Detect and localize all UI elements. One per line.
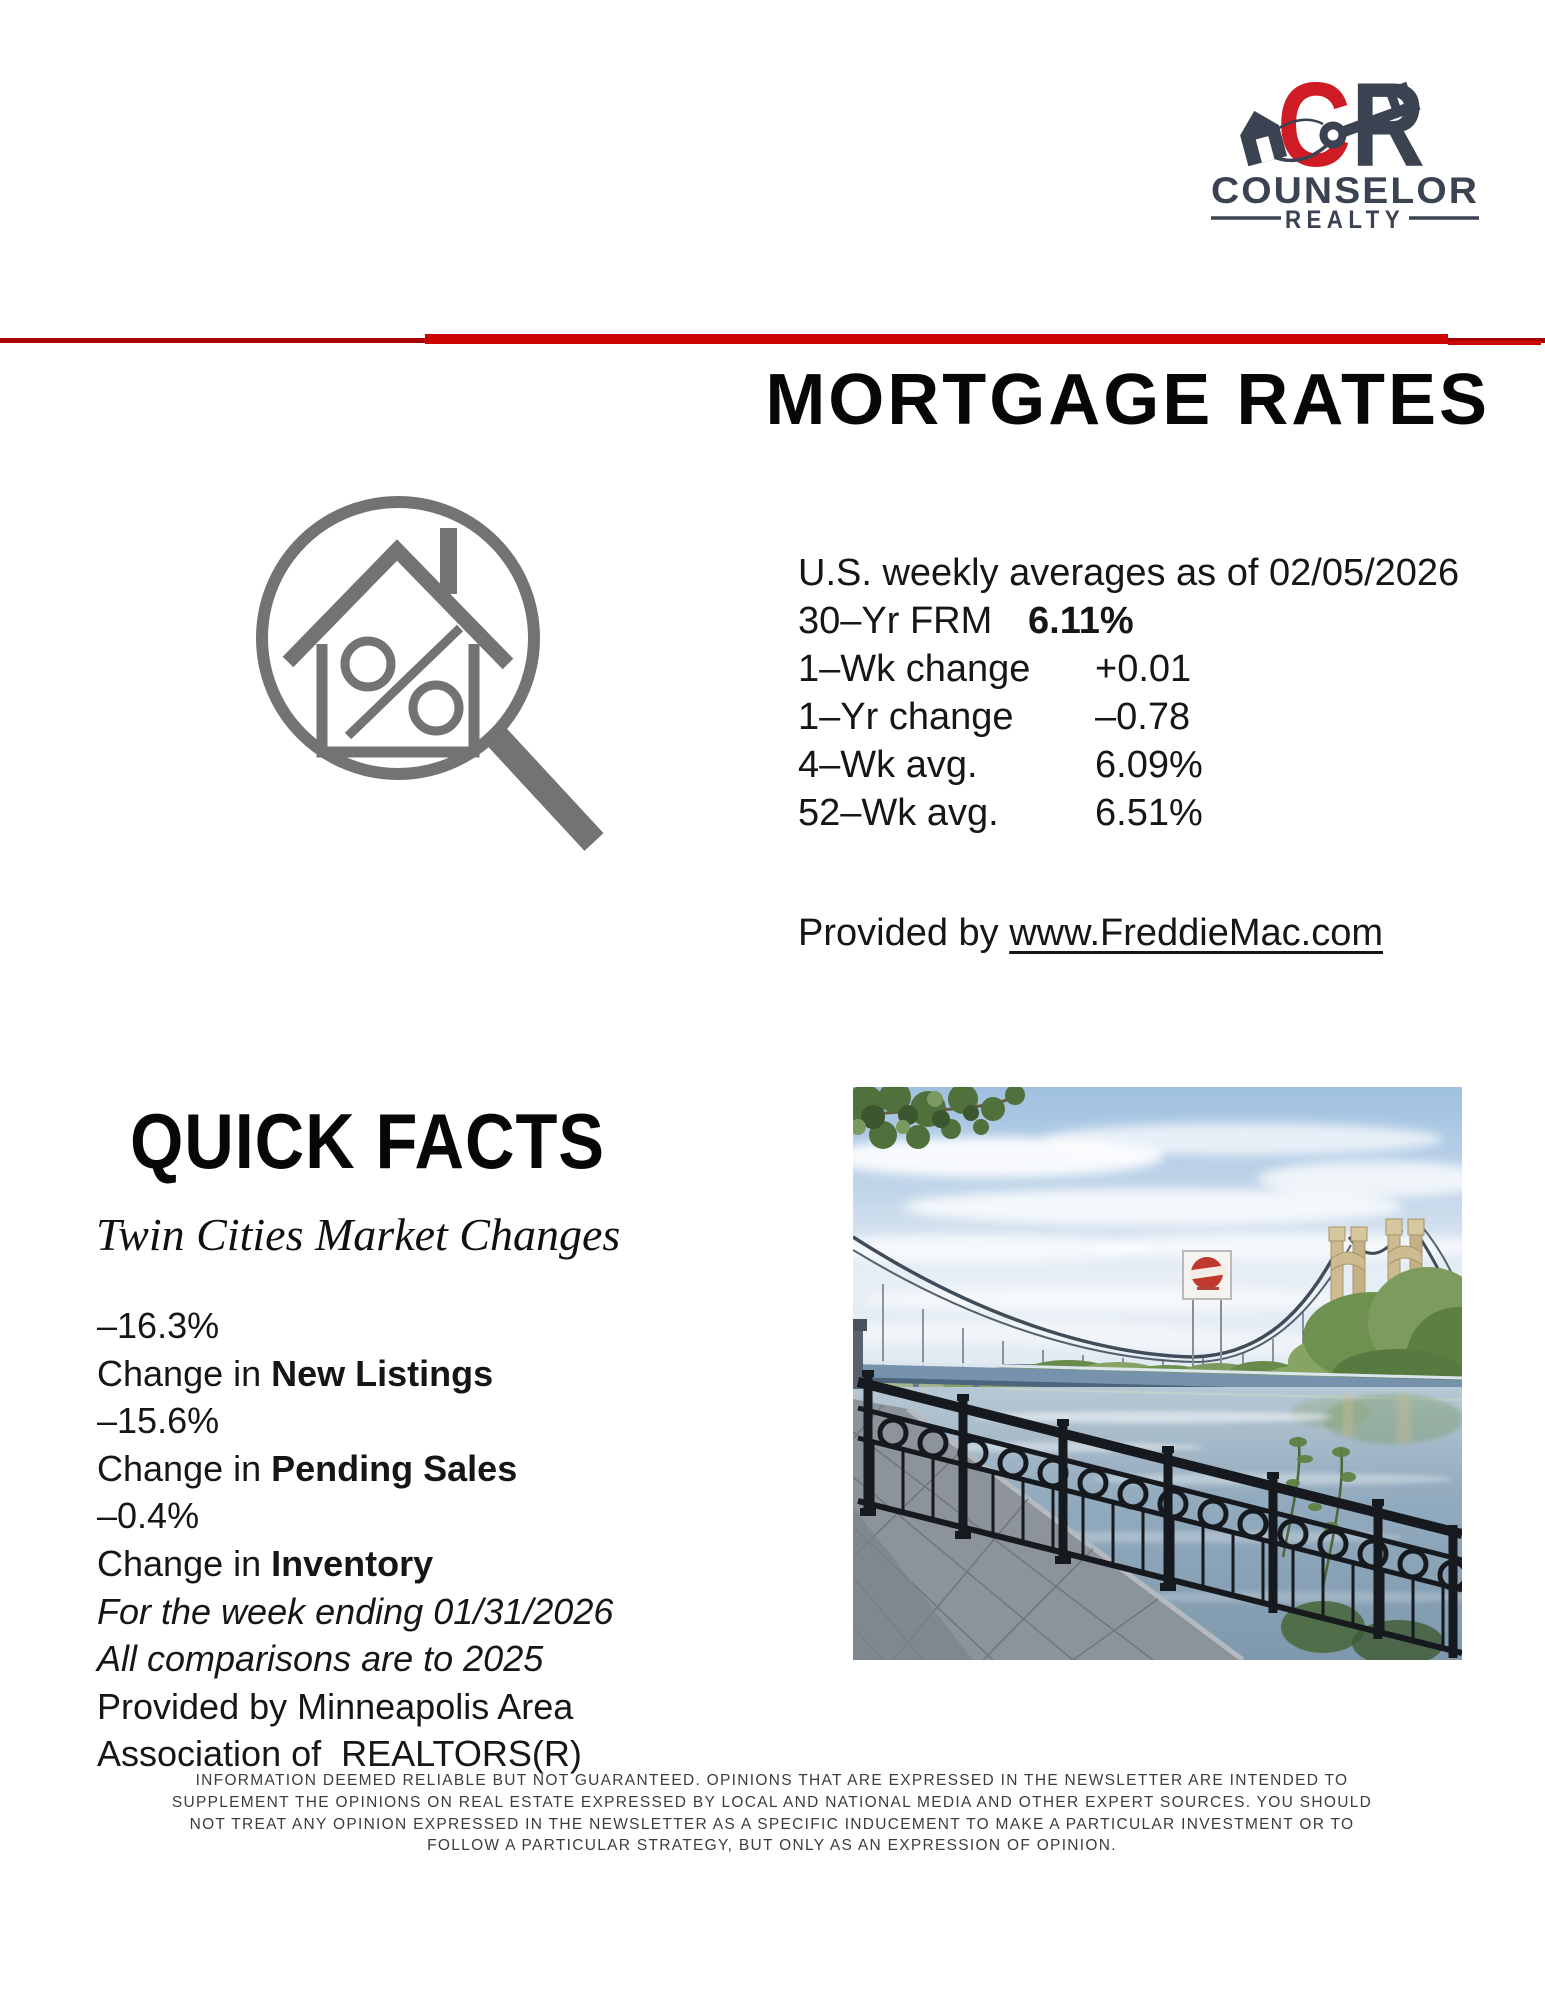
stat-label-bold: Inventory [271,1542,434,1584]
stat-value: –0.4% [97,1495,200,1537]
stat-label-prefix: Change in [97,1447,272,1489]
stat-value: –16.3% [97,1305,220,1346]
stat-note-compare: All comparisons are to 2025 [97,1638,544,1680]
rate-label: 52–Wk avg. [798,792,999,834]
stat-label-prefix: Change in [97,1352,272,1394]
logo-letter-r: R [1351,70,1438,192]
rate-row-1yr [798,693,1518,741]
rate-label: 4–Wk avg. [798,744,978,786]
disclaimer-line: NOT TREAT ANY OPINION EXPRESSED IN THE NEWSLETTER AS A SPECIFIC INDUCEMENT TO MAKE A PARTICULAR INVESTMENT OR TO [189,1815,1355,1833]
stat-note-provider-1: Provided by Minneapolis Area [97,1685,574,1727]
quick-facts-title: QUICK FACTS [130,1097,605,1185]
stat-label [97,1540,737,1588]
rates-intro: U.S. weekly averages as of 02/05/2026 [798,552,1460,594]
rate-value: –0.78 [1095,696,1191,738]
rate-value: 6.09% [1095,744,1203,786]
rate-value: 6.51% [1095,792,1203,834]
rate-label: 1–Yr change [798,696,1014,738]
riverfront-bridge-photo [853,1087,1462,1660]
stat-label-bold: Pending Sales [271,1447,518,1489]
provided-by-prefix: Provided by [798,912,1010,954]
stat-note-week: For the week ending 01/31/2026 [97,1590,614,1632]
disclaimer-line: FOLLOW A PARTICULAR STRATEGY, BUT ONLY AS AN EXPRESSION OF OPINION. [427,1837,1117,1855]
provided-by-line [798,912,1383,955]
stat-label-prefix: Change in [97,1542,272,1584]
stat-label-bold: New Listings [271,1352,494,1394]
rate-value: 6.11% [1028,600,1134,642]
rates-table [798,549,1518,837]
disclaimer-line: SUPPLEMENT THE OPINIONS ON REAL ESTATE EXPRESSED BY LOCAL AND NATIONAL MEDIA AND OTHER EXPERT SOURCES. YOU SHOULD [171,1793,1373,1811]
rate-row-1wk [798,645,1518,693]
rate-label: 1–Wk change [798,648,1031,690]
rate-label: 30–Yr FRM [798,600,993,642]
rate-row-frm [798,597,1518,645]
home-rate-search-icon [252,492,604,864]
disclaimer-line: INFORMATION DEEMED RELIABLE BUT NOT GUARANTEED. OPINIONS THAT ARE EXPRESSED IN THE NEWSLETTER ARE INTENDED TO [195,1772,1349,1789]
rate-row-4wk [798,741,1518,789]
quick-facts-subtitle: Twin Cities Market Changes [96,1209,621,1260]
freddiemac-link[interactable]: www.FreddieMac.com [1009,912,1383,954]
counselor-realty-logo [1205,70,1485,232]
mortgage-rates-title: MORTGAGE RATES [765,360,1490,440]
stat-value: –15.6% [97,1400,220,1442]
logo-tagline: REALTY [1285,206,1405,232]
divider-line-thick [425,334,1448,344]
rate-row-52wk [798,789,1518,837]
market-stats [97,1302,737,1778]
logo-name: COUNSELOR [1211,170,1479,211]
stat-label [97,1350,737,1398]
stat-label [97,1445,737,1493]
rate-value: +0.01 [1095,648,1192,690]
disclaimer [152,1770,1392,1857]
divider-line-right [1448,341,1541,345]
stat-note-provider-2: Association of REALTORS(R) [97,1733,582,1775]
